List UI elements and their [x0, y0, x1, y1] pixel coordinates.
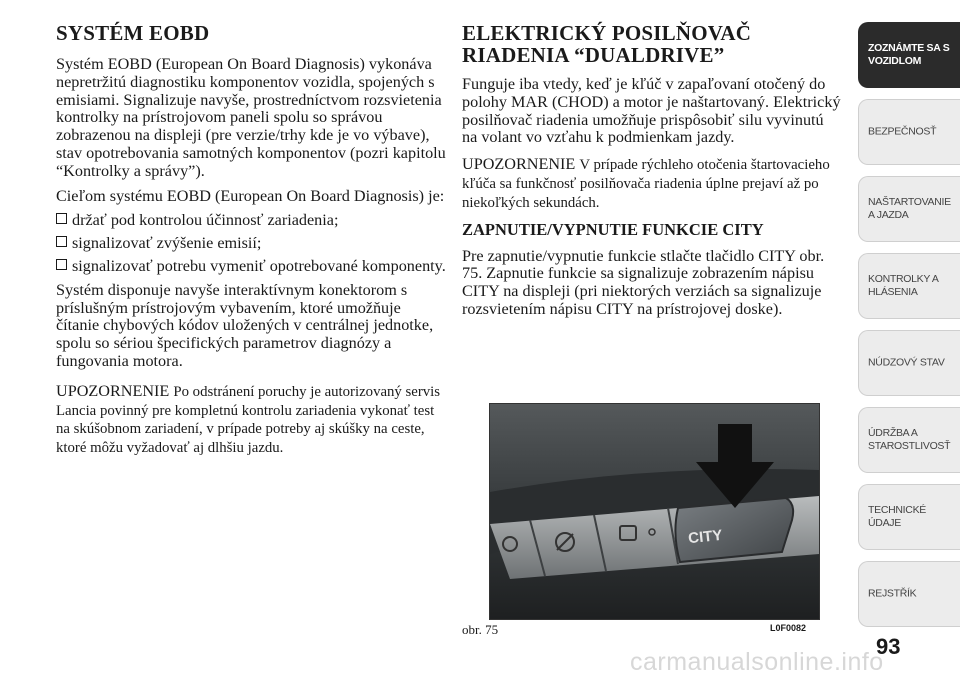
tab-emergency[interactable]: NÚDZOVÝ STAV — [858, 330, 960, 396]
eobd-paragraph-3: Systém disponuje navyše interaktívnym konektorom s príslušným prístrojovým vybavením, ktoré umožňuje čítanie chybových kódov uložených v centrálnej jednotke, spolu so sériou špecifických parametrov diagnózy a fungovania motora. — [56, 280, 434, 370]
checkbox-bullet-icon — [56, 213, 67, 224]
eobd-heading: SYSTÉM EOBD — [56, 21, 210, 45]
city-button-label: CITY — [687, 526, 724, 548]
city-subheading: ZAPNUTIE/VYPNUTIE FUNKCIE CITY — [462, 219, 764, 239]
dualdrive-warning — [462, 156, 842, 212]
warning-text: Po odstránení poruchy je autorizovaný servis Lancia povinný pre kompletnú kontrolu zariadenia vykonať test na skúšobnom zariadení, v prípade potreby aj skúšky na ceste, ktoré môžu vyžadovať aj dlhšiu jazdu. — [56, 383, 441, 457]
dualdrive-heading: ELEKTRICKÝ POSILŇOVAČ RIADENIA “DUALDRIVE” — [462, 21, 752, 67]
dualdrive-paragraph-1: Funguje iba vtedy, keď je kľúč v zapaľovaní otočený do polohy MAR (CHOD) a motor je naštartovaný. Elektrický posilňovač riadenia umožňuje prispôsobiť silu vyvinutú na volant vo vzťahu k podmienkam jazdy. — [462, 75, 841, 147]
list-item: držať pod kontrolou účinnosť zariadenia; — [56, 212, 446, 230]
figure-caption: obr. 75 — [462, 622, 499, 637]
tab-maintenance[interactable]: ÚDRŽBA A STAROSTLIVOSŤ — [858, 407, 960, 473]
watermark: carmanualsonline.info — [630, 648, 884, 676]
left-column — [56, 22, 446, 465]
city-button-photo — [489, 403, 820, 620]
page-number: 93 — [876, 634, 901, 659]
warning-label: UPOZORNENIE — [462, 155, 576, 174]
right-column — [462, 22, 842, 326]
warning-label: UPOZORNENIE — [56, 381, 170, 400]
figure-code: L0F0082 — [770, 623, 807, 633]
list-item: signalizovať potrebu vymeniť opotrebované komponenty. — [56, 258, 446, 276]
city-button[interactable] — [675, 498, 793, 562]
checkbox-bullet-icon — [56, 259, 67, 270]
eobd-warning — [56, 383, 446, 458]
chapter-tabs — [858, 22, 960, 638]
tab-safety[interactable]: BEZPEČNOSŤ — [858, 99, 960, 165]
tab-intro[interactable]: ZOZNÁMTE SA S VOZIDLOM — [858, 22, 960, 88]
warning-text: V prípade rýchleho otočenia štartovacieho kľúča sa funkčnosť posilňovača riadenia úplne prejaví až po niekoľkých sekundách. — [462, 157, 830, 211]
tab-index[interactable]: REJSTŘÍK — [858, 561, 960, 627]
list-item: signalizovať zvýšenie emisií; — [56, 235, 446, 253]
tab-warning-lights[interactable]: KONTROLKY A HLÁSENIA — [858, 253, 960, 319]
checkbox-bullet-icon — [56, 236, 67, 247]
eobd-paragraph-1: Systém EOBD (European On Board Diagnosis) vykonáva nepretržitú diagnostiku komponentov vozidla, spojených s emisiami. Signalizuje navyše, prostredníctvom rozsvietenia kontrolky na prístrojovom paneli spolu so správou zobrazenou na displeji (pre verzie/trhy kde je vo výbave), stav opotrebovania samotných komponentov (pozri kapitolu “Kontrolky a správy”). — [56, 55, 446, 180]
tab-starting-driving[interactable]: NAŠTARTOVANIE A JAZDA — [858, 176, 960, 242]
tab-technical-data[interactable]: TECHNICKÉ ÚDAJE — [858, 484, 960, 550]
dashboard-illustration — [490, 404, 819, 619]
eobd-goals-list — [56, 212, 446, 275]
city-paragraph: Pre zapnutie/vypnutie funkcie stlačte tlačidlo CITY obr. 75. Zapnutie funkcie sa signalizuje zobrazením nápisu CITY na displeji (pri niektorých verziách sa signalizuje rozsvietením nápisu CITY na prístrojovej doske). — [462, 246, 825, 318]
eobd-paragraph-2: Cieľom systému EOBD (European On Board Diagnosis) je: — [56, 186, 445, 205]
